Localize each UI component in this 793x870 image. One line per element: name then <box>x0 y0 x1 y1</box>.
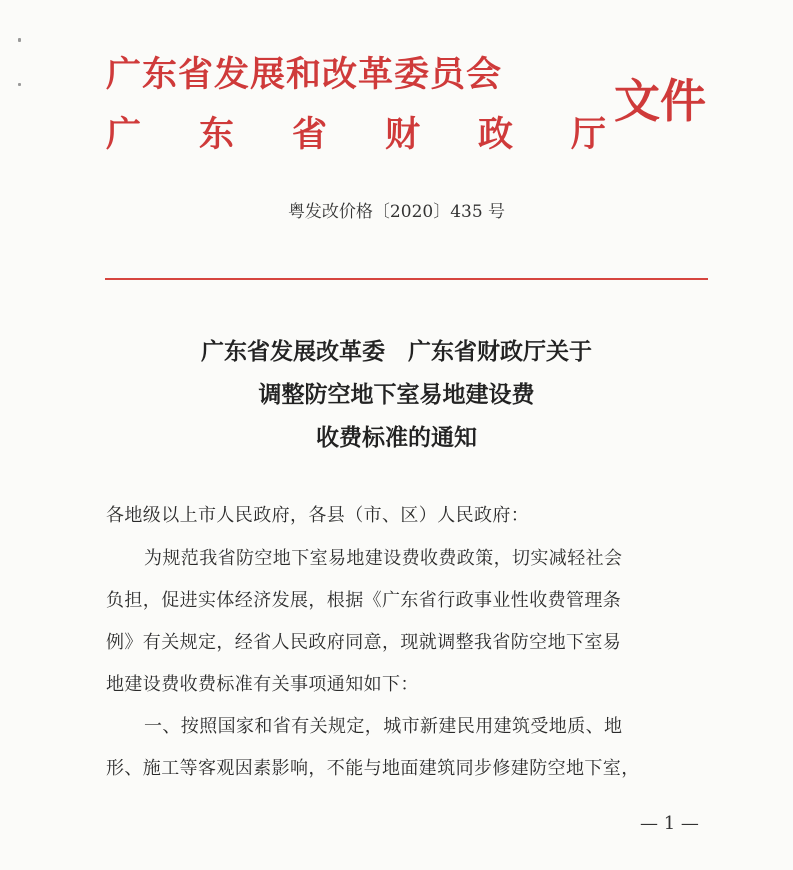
issuer-line-1: 广东省发展和改革委员会 <box>106 54 503 95</box>
salutation: 各地级以上市人民政府，各县（市、区）人民政府： <box>106 505 530 526</box>
scan-speck <box>18 83 21 86</box>
document-number: 粤发改价格〔2020〕435 号 <box>287 202 506 222</box>
issuer-line-2-char: 厅 <box>571 114 607 155</box>
issuer-line-2-char: 东 <box>199 114 235 155</box>
body-line: 例》有关规定，经省人民政府同意，现就调整我省防空地下室易 <box>106 632 622 653</box>
issuer-line-2-char: 财 <box>385 114 421 155</box>
body-line: 为规范我省防空地下室易地建设费收费政策，切实减轻社会 <box>144 548 623 569</box>
body-line: 形、施工等客观因素影响，不能与地面建筑同步修建防空地下室， <box>106 758 640 779</box>
body-line: 负担，促进实体经济发展，根据《广东省行政事业性收费管理条 <box>106 590 622 611</box>
title-line-1: 广东省发展改革委 广东省财政厅关于 <box>201 338 592 365</box>
scan-speck <box>18 38 21 42</box>
title-line-3: 收费标准的通知 <box>316 424 477 451</box>
issuer-line-2-char: 政 <box>478 114 514 155</box>
document-word: 文件 <box>614 74 706 128</box>
issuer-line-2-char: 广 <box>106 114 142 155</box>
title-line-2: 调整防空地下室易地建设费 <box>258 381 535 408</box>
issuer-line-2-char: 省 <box>292 114 328 155</box>
body-line: 地建设费收费标准有关事项通知如下： <box>106 674 419 695</box>
page-number: — 1 — <box>640 813 699 834</box>
body-line: 一、按照国家和省有关规定，城市新建民用建筑受地质、地 <box>144 716 623 737</box>
red-divider <box>105 278 708 280</box>
